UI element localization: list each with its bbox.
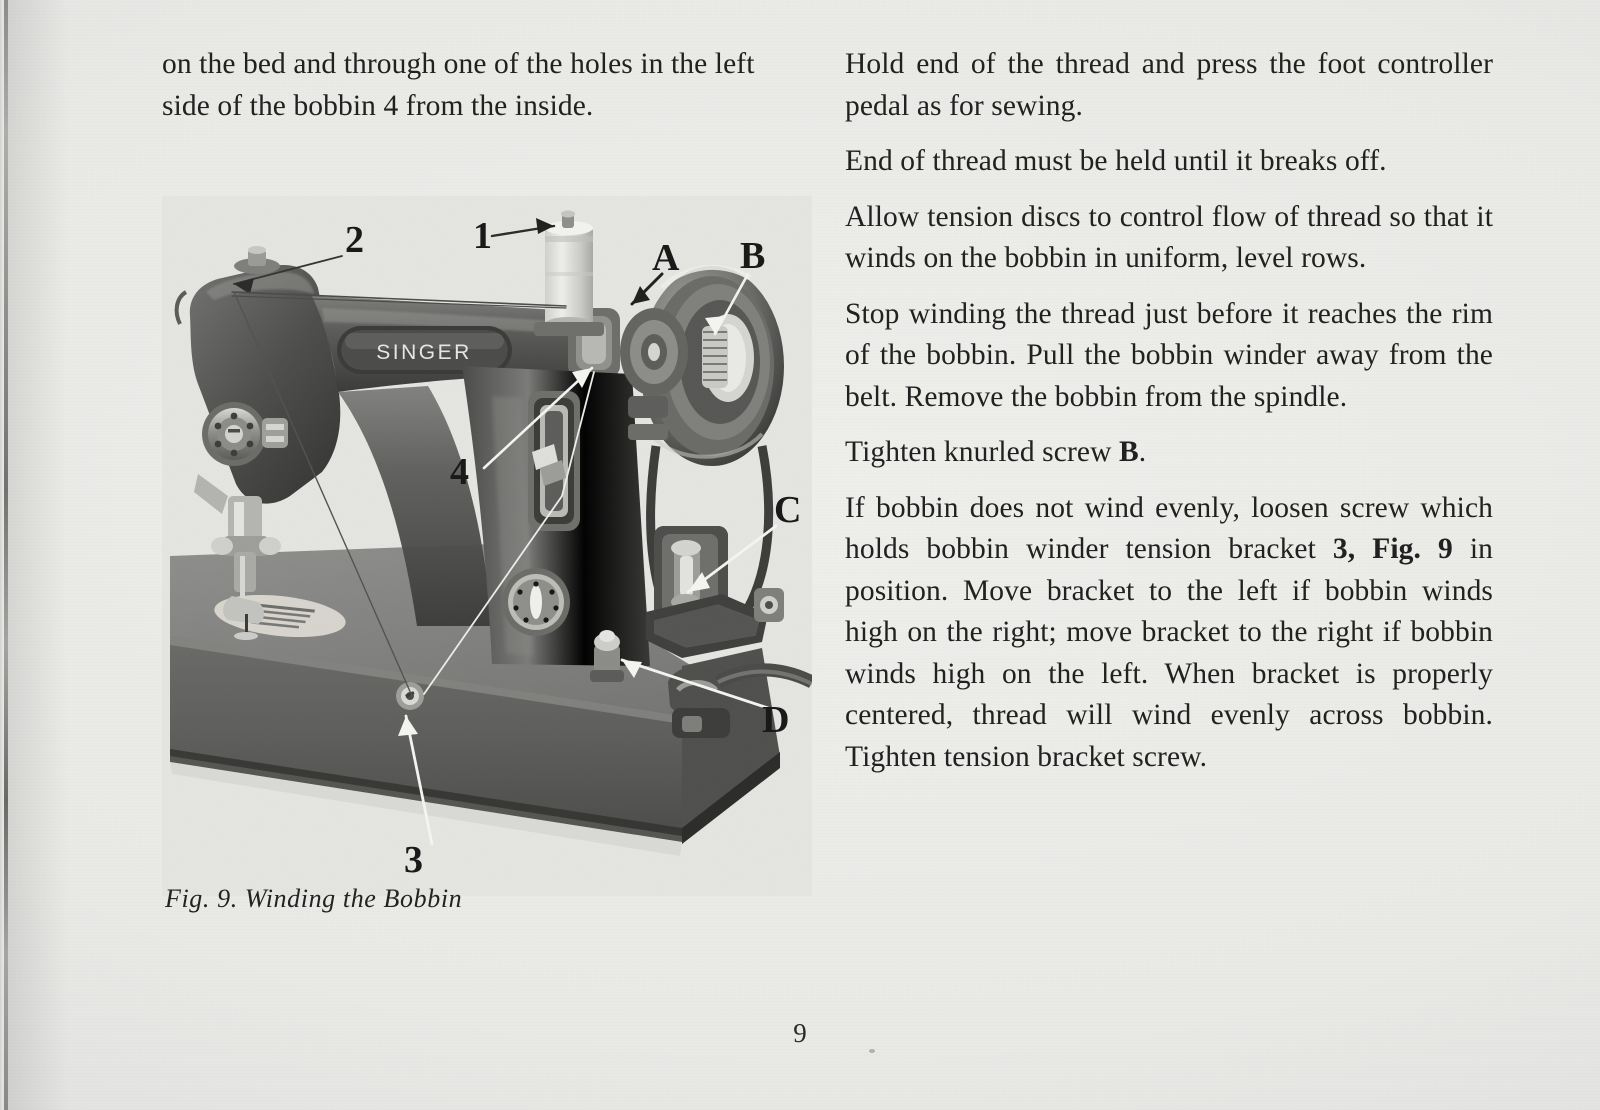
callout-label-2: 2 — [345, 219, 364, 261]
screw-ref-b: B — [1118, 436, 1139, 468]
callout-label-1: 1 — [473, 215, 492, 257]
paragraph-end-of-thread-held: End of thread must be held until it breaks off. — [845, 145, 1387, 177]
tighten-suffix: . — [1138, 436, 1147, 468]
figure-9-winding-the-bobbin — [162, 196, 812, 896]
right-text-column — [845, 44, 1493, 778]
bracket-prefix: If bobbin does not wind evenly, loosen screw which holds bobbin winder tension bracket — [845, 491, 1493, 565]
callout-label-4: 4 — [450, 451, 469, 493]
paragraph-continuation: on the bed and through one of the holes in the left side of the bobbin 4 from the inside. — [162, 48, 755, 122]
paragraph-allow-tension-discs: Allow tension discs to control flow of thread so that it winds on the bobbin in uniform, level rows. — [845, 200, 1493, 274]
bracket-suffix: in position. Move bracket to the left if bobbin winds high on the right; move bracket to the right if bobbin winds high on the left. When bracket is properly centered, thread will wind evenly across bobbin. Tighten tension bracket screw. — [845, 533, 1493, 773]
paper-speck — [869, 1049, 875, 1053]
page-number: 9 — [793, 1018, 807, 1048]
callout-label-D: D — [762, 699, 790, 741]
paragraph-hold-end-of-thread: Hold end of the thread and press the foot controller pedal as for sewing. — [845, 48, 1493, 122]
callout-label-3: 3 — [404, 839, 423, 881]
figure-caption: Fig. 9. Winding the Bobbin — [165, 884, 463, 913]
sewing-machine-photograph — [162, 196, 812, 896]
callout-label-C: C — [774, 489, 802, 531]
paragraph-tighten-knurled-screw — [845, 432, 1493, 474]
tighten-prefix: Tighten knurled screw — [845, 436, 1119, 468]
paragraph-stop-winding: Stop winding the thread just before it reaches the rim of the bobbin. Pull the bobbin winder away from the belt. Remove the bobbin from the spindle. — [845, 297, 1493, 413]
singer-brand-text: SINGER — [376, 341, 472, 364]
callout-label-A: A — [652, 237, 680, 279]
paragraph-if-bobbin-does-not-wind-evenly — [845, 488, 1493, 779]
fig-ref-3-fig-9: 3, Fig. 9 — [1332, 533, 1453, 565]
callout-label-B: B — [740, 235, 766, 277]
left-text-column — [162, 44, 807, 127]
